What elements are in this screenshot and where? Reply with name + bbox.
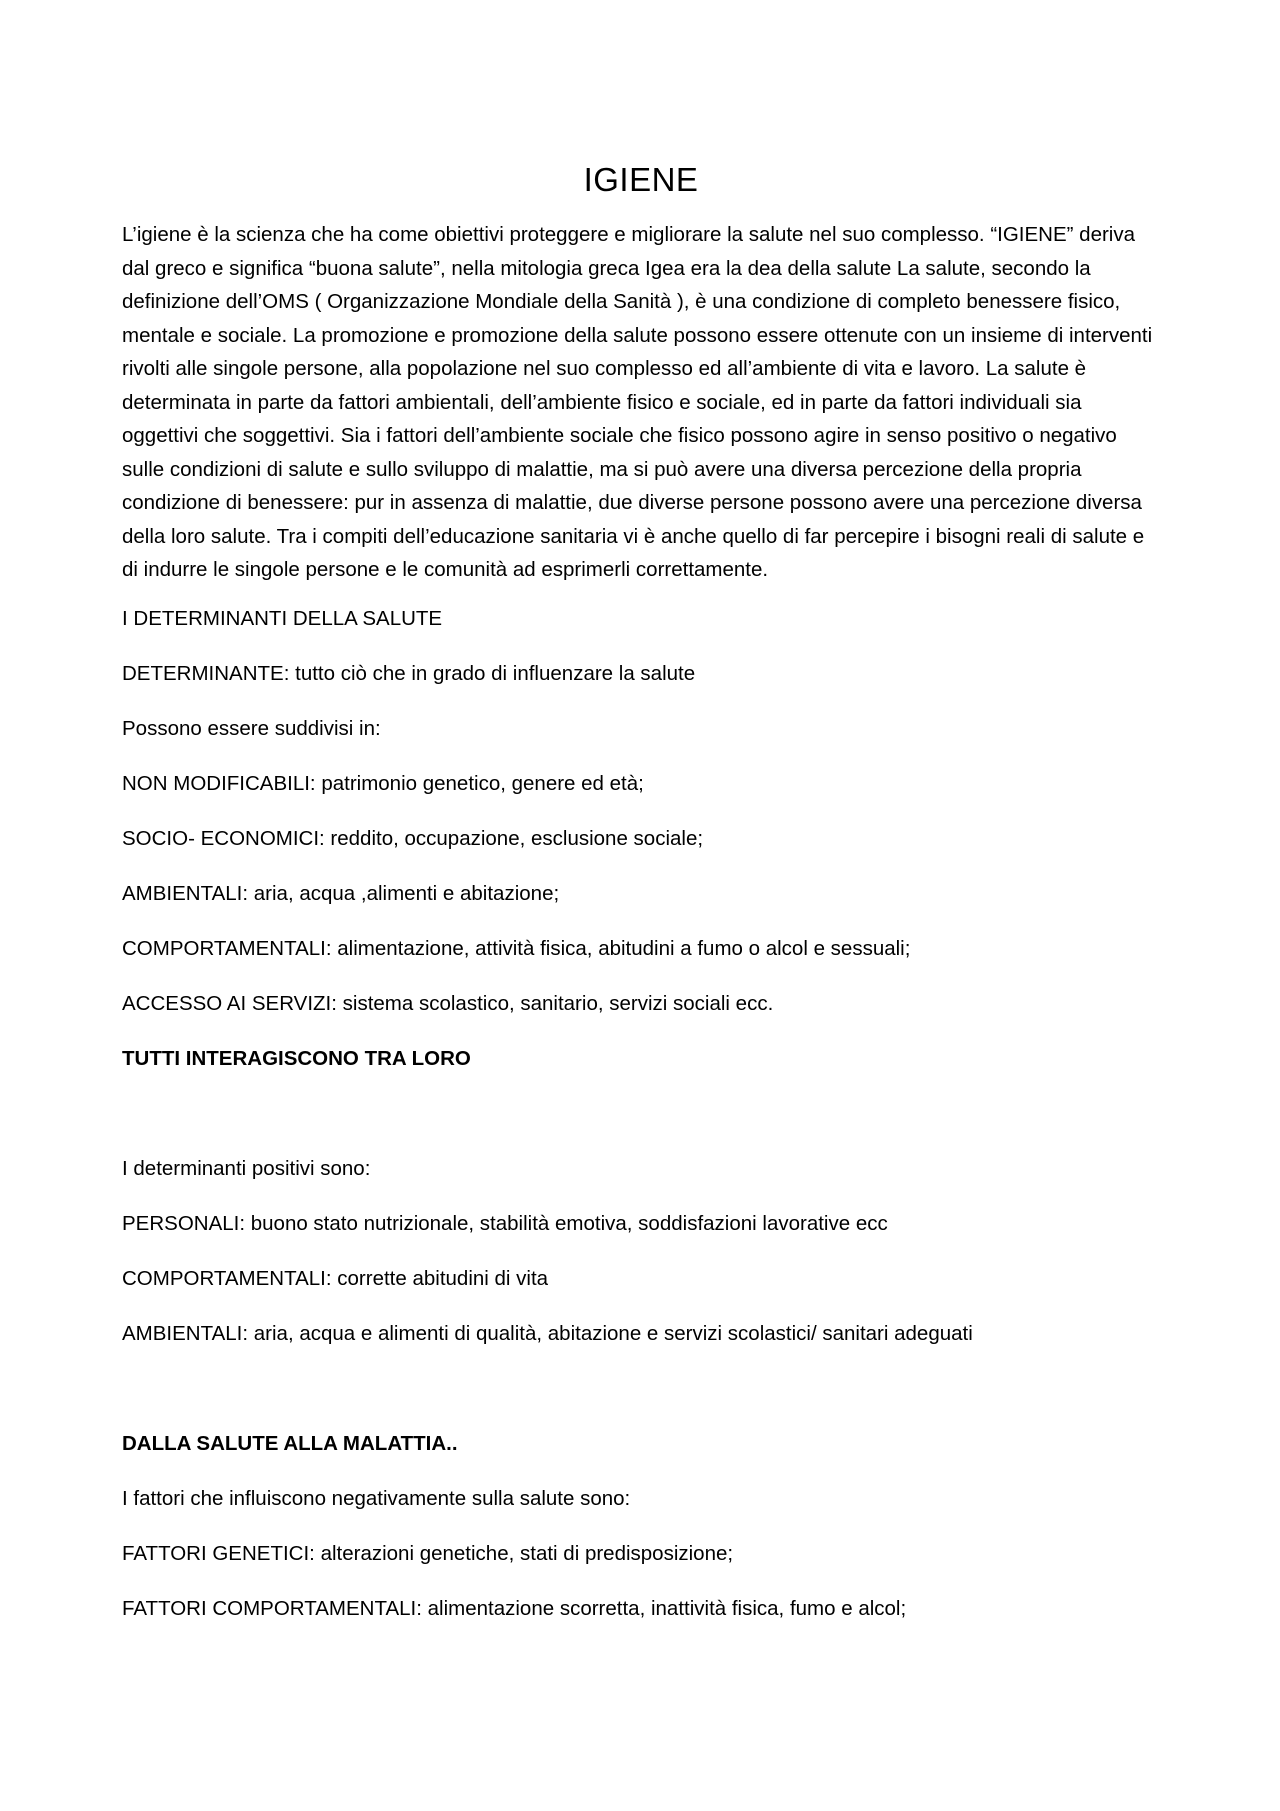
determinant-definition: DETERMINANTE: tutto ciò che in grado di influenzare la salute (122, 661, 696, 685)
positive-item: AMBIENTALI: aria, acqua e alimenti di qualità, abitazione e servizi scolastici/ sanitari adeguati (122, 1321, 973, 1345)
positive-intro: I determinanti positivi sono: (122, 1156, 371, 1180)
determinants-heading: I DETERMINANTI DELLA SALUTE (122, 606, 443, 630)
category-item: NON MODIFICABILI: patrimonio genetico, genere ed età; (122, 771, 644, 795)
negative-intro: I fattori che influiscono negativamente sulla salute sono: (122, 1486, 631, 1510)
intro-paragraph: L’igiene è la scienza che ha come obiettivi proteggere e migliorare la salute nel suo complesso. “IGIENE” deriva dal greco e significa “buona salute”, nella mitologia greca Igea era la dea della salute La salute, secondo la definizione dell’OMS ( Organizzazione Mondiale della Sanità ), è una condizione di completo benessere fisico, mentale e sociale. La promozione e promozione della salute possono essere ottenute con un insieme di interventi rivolti alle singole persone, alla popolazione nel suo complesso ed all’ambiente di vita e lavoro. La salute è determinata in parte da fattori ambientali, dell’ambiente fisico e sociale, ed in parte da fattori individuali sia oggettivi che soggettivi. Sia i fattori dell’ambiente sociale che fisico possono agire in senso positivo o negativo sulle condizioni di salute e sullo sviluppo di malattie, ma si può avere una diversa percezione della propria condizione di benessere: pur in assenza di malattie, due diverse persone possono avere una percezione diversa della loro salute. Tra i compiti dell’educazione sanitaria vi è anche quello di far percepire i bisogni reali di salute e di indurre le singole persone e le comunità ad esprimerli correttamente. (122, 223, 1153, 581)
interaction-note: TUTTI INTERAGISCONO TRA LORO (122, 1046, 471, 1070)
illness-heading: DALLA SALUTE ALLA MALATTIA.. (122, 1431, 458, 1455)
positive-item: PERSONALI: buono stato nutrizionale, stabilità emotiva, soddisfazioni lavorative ecc (122, 1211, 888, 1235)
blank-line (122, 1100, 1160, 1155)
page-title: IGIENE (583, 161, 699, 198)
negative-item: FATTORI COMPORTAMENTALI: alimentazione scorretta, inattività fisica, fumo e alcol; (122, 1596, 907, 1620)
category-item: SOCIO- ECONOMICI: reddito, occupazione, esclusione sociale; (122, 826, 704, 850)
category-item: AMBIENTALI: aria, acqua ,alimenti e abitazione; (122, 881, 560, 905)
category-item: ACCESSO AI SERVIZI: sistema scolastico, sanitario, servizi sociali ecc. (122, 991, 774, 1015)
category-item: COMPORTAMENTALI: alimentazione, attività fisica, abitudini a fumo o alcol e sessuali; (122, 936, 911, 960)
blank-line (122, 1375, 1160, 1430)
positive-item: COMPORTAMENTALI: corrette abitudini di vita (122, 1266, 549, 1290)
negative-item: FATTORI GENETICI: alterazioni genetiche, stati di predisposizione; (122, 1541, 734, 1565)
subdivision-intro: Possono essere suddivisi in: (122, 716, 381, 740)
